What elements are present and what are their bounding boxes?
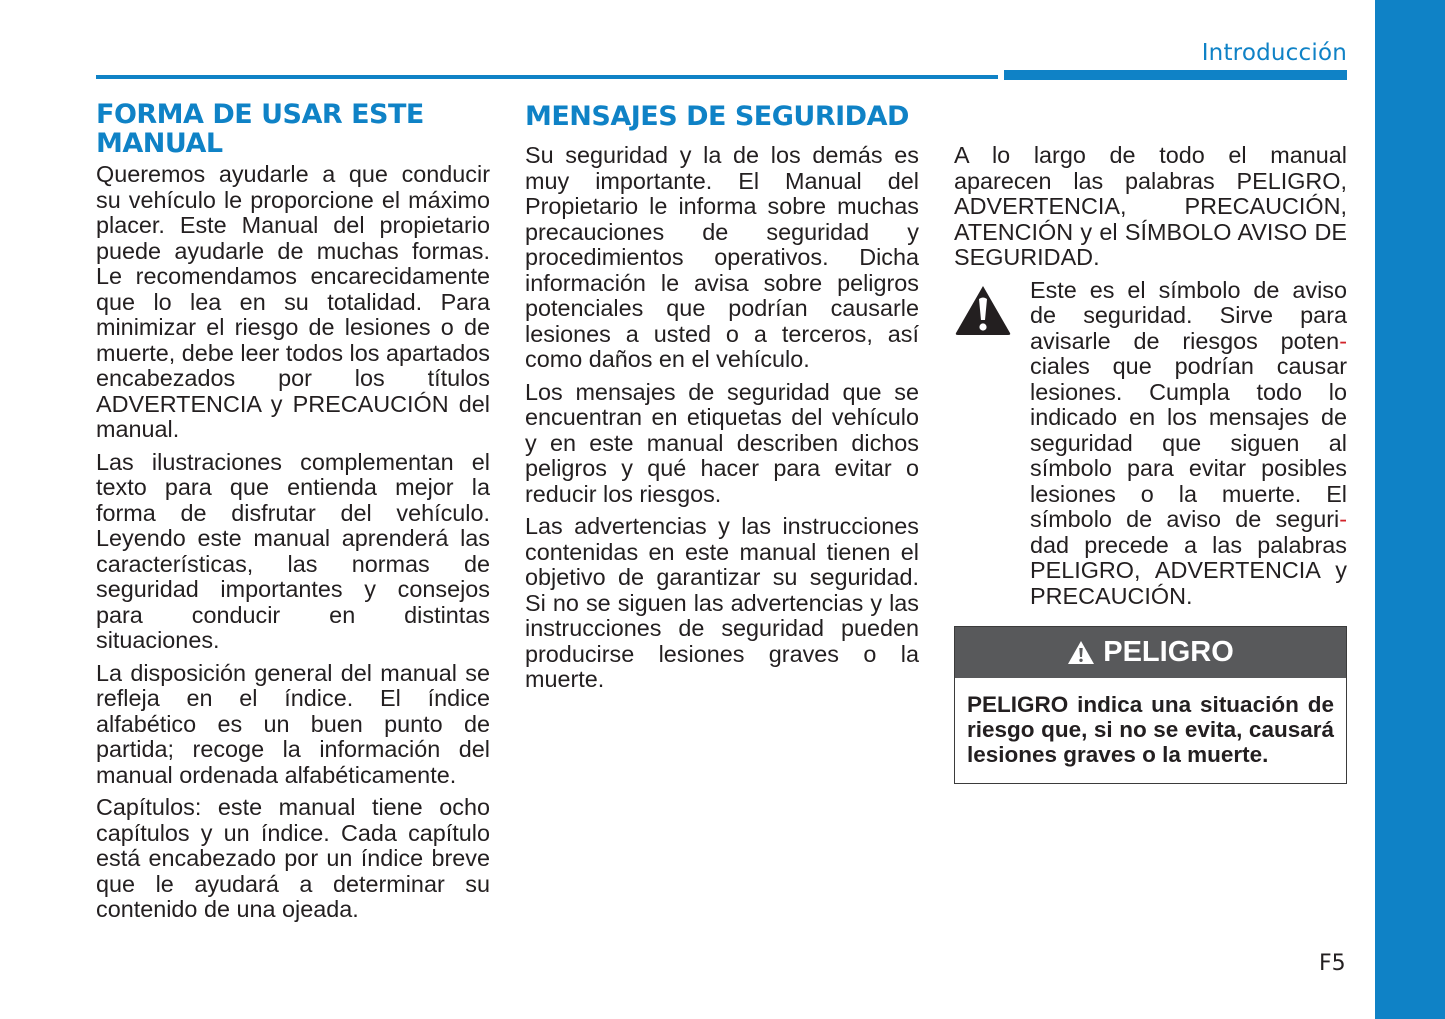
usage-heading [96,100,490,158]
danger-callout-header [955,627,1346,678]
column-usage [96,100,490,930]
usage-paragraph-3: La disposición general del manual se refleja en el índice. El índice alfabético es un buen punto de partida; recoge la información del manual ordenada alfabéticamente. [96,659,490,788]
usage-paragraph-1: Queremos ayudarle a que conducir su vehículo le proporcione el máximo placer. Este Manual del propietario puede ayudarle de muchas formas. Le recomendamos encarecidamente que lo lea en su totalidad. Para minimizar el riesgo de lesiones o de muerte, debe leer todos los apartados encabezados por los títulos ADVERTENCIA y PRECAUCIÓN del manual. [96,161,490,442]
hyphen-mark: - [1339,506,1347,532]
danger-title: PELIGRO [1103,635,1234,668]
safety-paragraph-1: Su seguridad y la de los demás es muy importante. El Manual del Propietario le informa sobre muchas precauciones de seguridad y procedimientos operativos. Dicha información le avisa sobre peligros potenciales que podrían causarle lesiones a usted o a terceros, así como daños en el vehículo. [525,142,919,372]
column-safety-symbol [954,143,1347,784]
usage-paragraph-2: Las ilustraciones complementan el texto para que entienda mejor la forma de disfrutar del vehículo. Leyendo este manual aprenderá las características, las normas de seguridad importantes y consejos para conducir en distintas situaciones. [96,448,490,653]
safety-heading: MENSAJES DE SEGURIDAD [525,101,909,132]
danger-description: PELIGRO indica una situación de riesgo que, si no se evita, causará lesiones graves o la muerte. [967,692,1334,767]
safety-paragraph-3: Las advertencias y las instrucciones contenidas en este manual tienen el objetivo de garantizar su seguridad. Si no se siguen las advertencias y las instrucciones de seguridad pueden producirse lesiones graves o la muerte. [525,513,919,692]
signal-words-paragraph: A lo largo de todo el manual aparecen las palabras PELIGRO, ADVERTENCIA, PRECAUCIÓN, ATENCIÓN y el SÍMBOLO AVISO DE SEGURIDAD. [954,142,1347,270]
page-number: F5 [1319,951,1346,976]
column-safety-messages [525,100,919,700]
header-rule [96,75,998,79]
header-rule-accent [1004,70,1347,80]
warning-triangle-icon [954,278,1030,610]
hyphen-mark: - [1339,327,1347,354]
danger-callout [954,626,1347,784]
safety-paragraph-2: Los mensajes de seguridad que se encuentran en etiquetas del vehículo y en este manual describen dichos peligros y qué hacer para evitar o reducir los riesgos. [525,378,919,507]
section-title: Introducción [1201,40,1347,66]
safety-symbol-description [1030,278,1347,610]
symbol-text-part-2: ciales que podrían causar lesiones. Cumpla todo lo indicado en los mensajes de seguridad que siguen al símbolo para evitar posibles lesiones o la muerte. El símbolo de aviso de seguri [1030,353,1347,532]
warning-triangle-icon [1067,640,1095,665]
symbol-text-part-3: dad precede a las palabras PELIGRO, ADVERTENCIA y PRECAUCIÓN. [1030,531,1347,609]
usage-heading-line1: FORMA DE USAR ESTE [96,99,424,130]
usage-heading-line2: MANUAL [96,128,223,159]
usage-paragraph-4: Capítulos: este manual tiene ocho capítulos y un índice. Cada capítulo está encabezado por un índice breve que le ayudará a determinar su contenido de una ojeada. [96,794,490,922]
symbol-text-part-1: Este es el símbolo de aviso de seguridad. Sirve para avisarle de riesgos poten [1030,276,1347,354]
chapter-side-tab [1375,0,1445,1019]
safety-symbol-row [954,278,1347,610]
